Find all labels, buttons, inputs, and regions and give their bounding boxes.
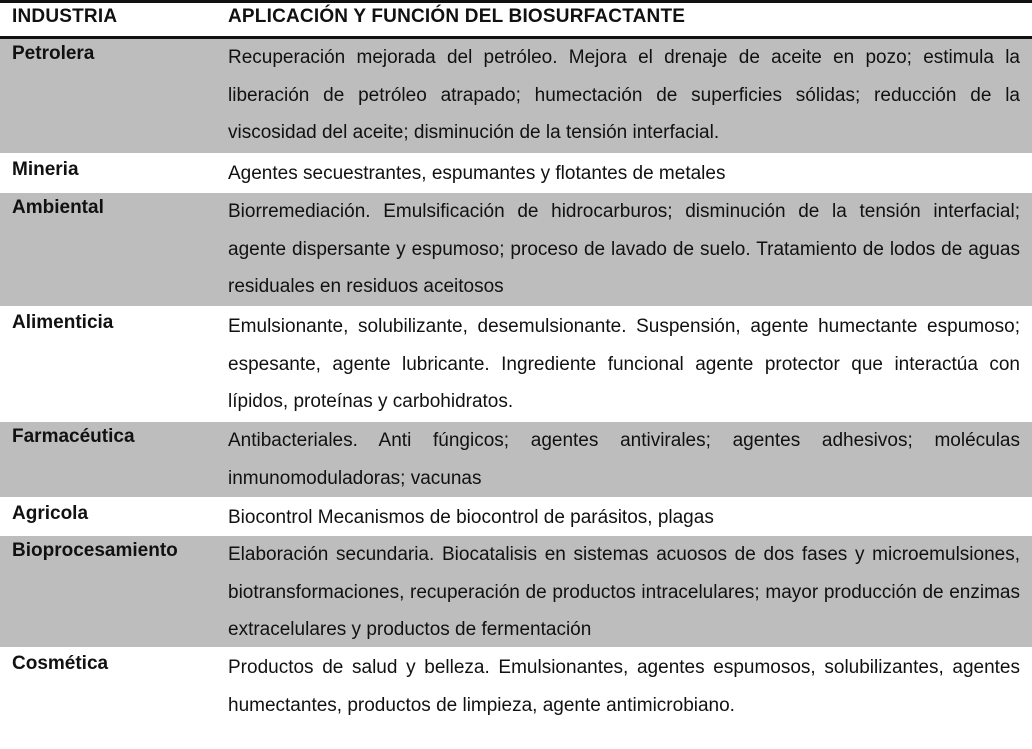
table-row bbox=[0, 649, 1032, 749]
table-row bbox=[0, 39, 1032, 155]
industry-cell: Cosmética bbox=[12, 653, 109, 674]
table-row bbox=[0, 499, 1032, 536]
description-cell: Antibacteriales. Anti fúngicos; agentes antivirales; agentes adhesivos; moléculas inmunomoduladoras; vacunas bbox=[228, 430, 1020, 489]
table-header bbox=[0, 0, 1032, 39]
table-row bbox=[0, 308, 1032, 422]
industry-cell: Ambiental bbox=[12, 197, 104, 218]
header-aplicacion: APLICACIÓN Y FUNCIÓN DEL BIOSURFACTANTE bbox=[228, 6, 686, 27]
description-cell: Agentes secuestrantes, espumantes y flotantes de metales bbox=[228, 163, 726, 184]
table-row bbox=[0, 155, 1032, 193]
table-row bbox=[0, 536, 1032, 649]
header-industria: INDUSTRIA bbox=[12, 6, 118, 27]
industry-cell: Alimenticia bbox=[12, 312, 114, 333]
industry-cell: Mineria bbox=[12, 159, 79, 180]
industry-cell: Agricola bbox=[12, 503, 89, 524]
industry-cell: Farmacéutica bbox=[12, 426, 135, 447]
description-cell: Biocontrol Mecanismos de biocontrol de parásitos, plagas bbox=[228, 507, 714, 528]
description-cell: Recuperación mejorada del petróleo. Mejora el drenaje de aceite en pozo; estimula la liberación de petróleo atrapado; humectación de superficies sólidas; reducción de la viscosidad del aceite; disminución de la tensión interfacial. bbox=[228, 47, 1020, 143]
table-row bbox=[0, 422, 1032, 499]
description-cell: Elaboración secundaria. Biocatalisis en sistemas acuosos de dos fases y microemulsiones, biotransformaciones, recuperación de productos intracelulares; mayor producción de enzimas extracelulares y productos de fermentación bbox=[228, 544, 1020, 640]
industry-cell: Bioprocesamiento bbox=[12, 540, 178, 561]
industry-cell: Petrolera bbox=[12, 43, 95, 64]
description-cell: Productos de salud y belleza. Emulsionantes, agentes espumosos, solubilizantes, agentes humectantes, productos de limpieza, agente antimicrobiano. bbox=[228, 657, 1020, 716]
description-cell: Biorremediación. Emulsificación de hidrocarburos; disminución de la tensión interfacial; agente dispersante y espumoso; proceso de lavado de suelo. Tratamiento de lodos de aguas residuales en residuos aceitosos bbox=[228, 201, 1020, 297]
description-cell: Emulsionante, solubilizante, desemulsionante. Suspensión, agente humectante espumoso; espesante, agente lubricante. Ingrediente funcional agente protector que interactúa con lípidos, proteínas y carbohidratos. bbox=[228, 316, 1020, 412]
table-row bbox=[0, 193, 1032, 308]
